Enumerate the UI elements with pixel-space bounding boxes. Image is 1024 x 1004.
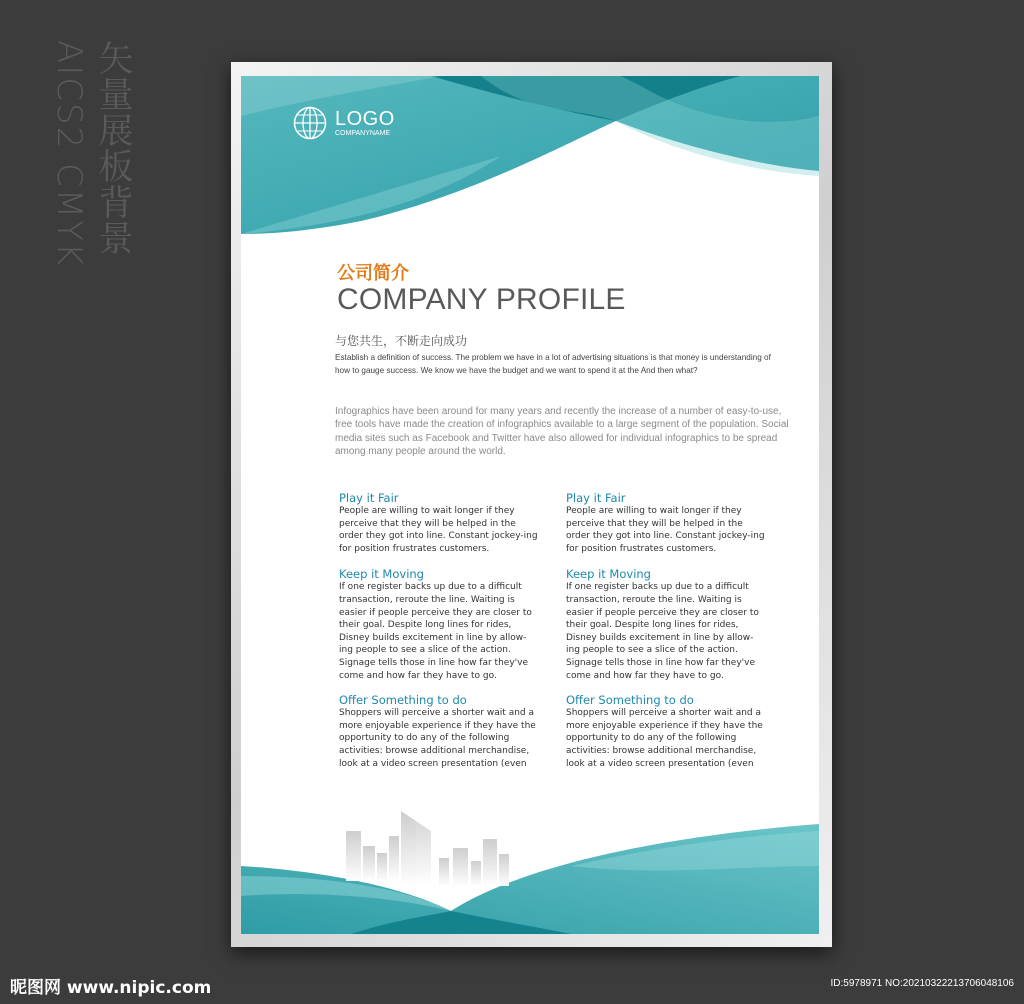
section-title: Keep it Moving (339, 567, 424, 582)
city-skyline (346, 811, 509, 886)
logo (293, 106, 395, 140)
logo-company-name: COMPANYNAME (335, 129, 391, 137)
text-column-left (339, 491, 539, 773)
logo-text: LOGO (335, 107, 395, 130)
section-offer-something (566, 693, 766, 773)
section-title: Play it Fair (566, 491, 626, 505)
section-title: Offer Something to do (339, 693, 467, 708)
section-body: If one register backs up due to a difficult transaction, reroute the line. Waiting is easier if people perceive they are closer to their goal. Despite long lines for rides, Disney builds excitement in line by allow-ing people to see a slice of the action. Signage tells those in line how far they've come and how far they have to go. (339, 582, 532, 681)
poster (241, 76, 819, 934)
section-offer-something (339, 693, 539, 773)
section-title: Offer Something to do (566, 693, 694, 708)
section-play-it-fair (566, 491, 766, 555)
intro-paragraph-2: Infographics have been around for many years and recently the increase of a number of easy-to-use, free tools have made the creation of infographics available to a large segment of the population. Social media sites such as Facebook and Twitter have also allowed for individual infographics to be spread among many people around the world. (335, 406, 789, 457)
section-body: Shoppers will perceive a shorter wait and a more enjoyable experience if they have the opportunity to do any of the following activities: browse additional merchandise, look at a video screen presentation (even (566, 708, 763, 769)
section-body: People are willing to wait longer if they perceive that they will be helped in the order they got into line. Constant jockey-ing for position frustrates customers. (339, 506, 538, 554)
intro-paragraph-1: Establish a definition of success. The problem we have in a lot of advertising situations is that money is understanding of how to gauge success. We know we have the budget and we want to spend it at the And then what? (335, 353, 771, 375)
side-label-english: AICS2 CMYK (49, 40, 89, 268)
watermark-id: ID:5978971 NO:20210322213706048106 (830, 978, 1014, 989)
text-column-right (566, 491, 766, 773)
globe-icon (293, 106, 327, 140)
bottom-wave-light-2 (571, 831, 819, 870)
section-title: Keep it Moving (566, 567, 651, 582)
section-body: Shoppers will perceive a shorter wait and a more enjoyable experience if they have the opportunity to do any of the following activities: browse additional merchandise, look at a video screen presentation (even (339, 708, 536, 769)
section-play-it-fair (339, 491, 539, 555)
section-body: If one register backs up due to a difficult transaction, reroute the line. Waiting is easier if people perceive they are closer to their goal. Despite long lines for rides, Disney builds excitement in line by allow-ing people to see a slice of the action. Signage tells those in line how far they've come and how far they have to go. (566, 582, 759, 681)
side-label (48, 40, 138, 275)
page-title: COMPANY PROFILE (337, 283, 626, 316)
watermark-site: 昵图网 www.nipic.com (10, 978, 212, 998)
section-keep-it-moving (566, 567, 766, 682)
section-body: People are willing to wait longer if they perceive that they will be helped in the order they got into line. Constant jockey-ing for position frustrates customers. (566, 506, 765, 554)
subtitle-chinese: 与您共生，不断走向成功 (335, 334, 468, 348)
title-chinese: 公司简介 (337, 263, 409, 284)
side-label-chinese: 矢量展板背景 (93, 40, 133, 256)
section-title: Play it Fair (339, 491, 399, 505)
section-keep-it-moving (339, 567, 539, 682)
